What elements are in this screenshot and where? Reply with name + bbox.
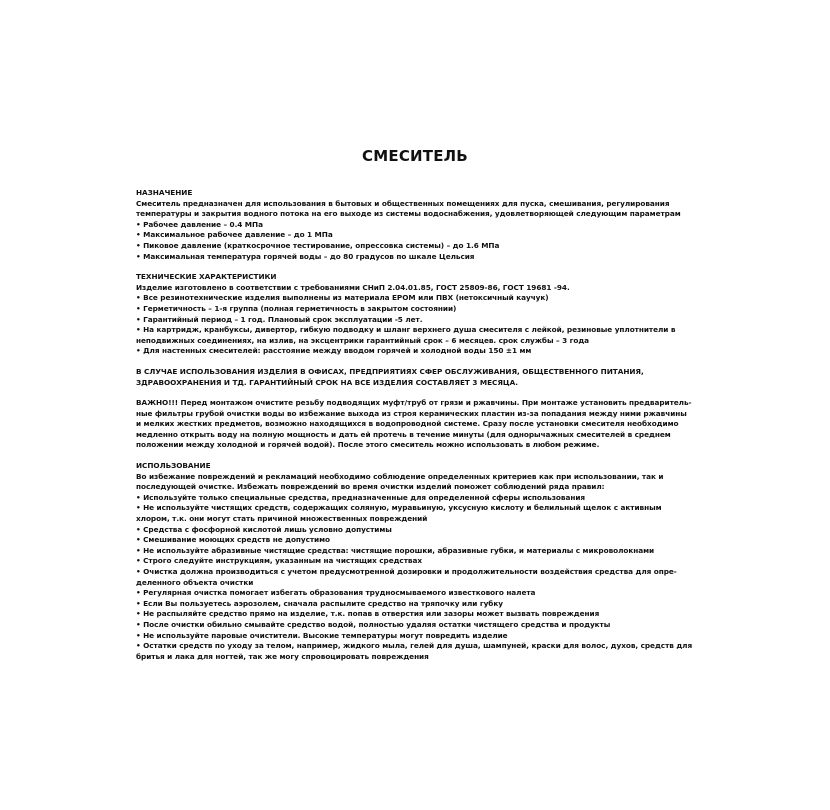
section-heading: НАЗНАЧЕНИЕ [136,188,193,197]
body-line: Смеситель предназначен для использования в бытовых и общественных помещениях для пуска, смешивания, регулирования [136,198,670,208]
list-item: • Смешивание моющих средств не допустимо [136,535,331,545]
list-item: • Очистка должна производиться с учетом предусмотренной дозировки и продолжительности воздействия средства для опре- [136,567,677,576]
document-body [136,188,692,672]
list-item: • Используйте только специальные средства, предназначенные для определенной сферы использования [136,492,586,502]
section-usage [136,461,692,662]
list-item-continuation: деленного объекта очистки [136,577,254,587]
list-item: • Максимальная температура горячей воды – до 80 градусов по шкале Цельсия [136,251,475,261]
list-item: • Не распыляйте средство прямо на изделие, т.к. попав в отверстия или зазоры может вызвать повреждения [136,609,600,619]
section-heading: ТЕХНИЧЕСКИЕ ХАРАКТЕРИСТИКИ [136,272,277,282]
list-item: • Не используйте чистящих средств, содержащих соляную, муравьиную, уксусную кислоту и белильный щелок с активным [136,503,662,513]
section-purpose [136,188,692,262]
list-item: • Все резинотехнические изделия выполнены из материала EPOM или ПВХ (нетоксичный каучук) [136,293,549,303]
list-item: • Не используйте паровые очистители. Высокие температуры могут повредить изделие [136,630,508,640]
notice-line: В СЛУЧАЕ ИСПОЛЬЗОВАНИЯ ИЗДЕЛИЯ В ОФИСАХ, ПРЕДПРИЯТИЯХ СФЕР ОБСЛУЖИВАНИЯ, ОБЩЕСТВЕННОГО ПИТАНИЯ, [136,366,644,376]
list-item: • Рабочее давление – 0.4 МПа [136,219,263,229]
body-line: ные фильтры грубой очистки воды во избежание выхода из строя керамических пластин из-за попадания между ними ржавчины [136,408,687,418]
list-item: • Средства с фосфорной кислотой лишь условно допустимы [136,524,392,534]
body-line: положении между холодной и горячей водой). После этого смеситель можно использовать в любом режиме. [136,440,600,450]
body-line: и мелких жестких предметов, возможно находящихся в водопроводной системе. Сразу после установки смесителя необходимо [136,419,679,429]
list-item: • Не используйте абразивные чистящие средства: чистящие порошки, абразивные губки, и материалы с микроволокнами [136,545,655,555]
list-item-continuation: бритья и лака для ногтей, так же могу спровоцировать повреждения [136,651,429,661]
list-item: • Пиковое давление (краткосрочное тестирование, опрессовка системы) – до 1.6 МПа [136,240,500,250]
section-specifications [136,272,692,357]
body-line: последующей очистке. Избежать повреждений во время очистки изделий поможет соблюдений ряда правил: [136,482,605,492]
section-important [136,398,692,451]
list-item: • Максимальное рабочее давление – до 1 МПа [136,230,333,240]
list-item: • После очистки обильно смывайте средство водой, полностью удаляя остатки чистящего средства и продукты [136,619,611,629]
list-item: • Строго следуйте инструкциям, указанным на чистящих средствах [136,556,422,566]
section-heading: ИСПОЛЬЗОВАНИЕ [136,461,211,471]
body-line: медленно открыть воду на полную мощность и дать ей протечь в течение минуты (для однорычажных смесителей в среднем [136,429,671,439]
list-item: • Гарантийный период – 1 год. Плановый срок эксплуатации -5 лет. [136,314,423,324]
list-item: • На картридж, кранбуксы, дивертор, гибкую подводку и шланг верхнего душа смесителя с лейкой, резиновые уплотнители в [136,325,676,335]
list-item: • Регулярная очистка помогает избегать образования трудносмываемого известкового налета [136,588,536,598]
list-item: • Если Вы пользуетесь аэрозолем, сначала распылите средство на тряпочку или губку [136,598,503,608]
list-item: • Для настенных смесителей: расстояние между вводом горячей и холодной воды 150 ±1 мм [136,346,532,356]
list-item: • Герметичность – 1-я группа (полная герметичность в закрытом состоянии) [136,303,457,313]
list-item-continuation: хлором, т.к. они могут стать причиной множественных повреждений [136,514,428,524]
section-warranty-notice [136,367,692,388]
body-line: Изделие изготовлено в соответствии с требованиями СНиП 2.04.01.85, ГОСТ 25809-86, ГОСТ 19681 -94. [136,282,570,292]
document-title: СМЕСИТЕЛЬ [362,147,468,165]
list-item: • Остатки средств по уходу за телом, например, жидкого мыла, гелей для душа, шампуней, краски для волос, духов, средств для [136,641,693,651]
notice-line: ЗДРАВООХРАНЕНИЯ И ТД. ГАРАНТИЙНЫЙ СРОК НА ВСЕ ИЗДЕЛИЯ СОСТАВЛЯЕТ 3 МЕСЯЦА. [136,377,518,387]
list-item-continuation: неподвижных соединениях, на излив, на эксцентрики гарантийный срок – 6 месяцев. срок службы – 3 года [136,335,590,345]
body-line: ВАЖНО!!! Перед монтажом очистите резьбу подводящих муфт/труб от грязи и ржавчины. При монтаже установить предваритель- [136,398,692,408]
body-line: Во избежание повреждений и рекламаций необходимо соблюдение определенных критериев как при использовании, так и [136,471,664,481]
body-line: температуры и закрытия водного потока на его выходе из системы водоснабжения, удовлетворяющей следующим параметрам [136,209,681,219]
